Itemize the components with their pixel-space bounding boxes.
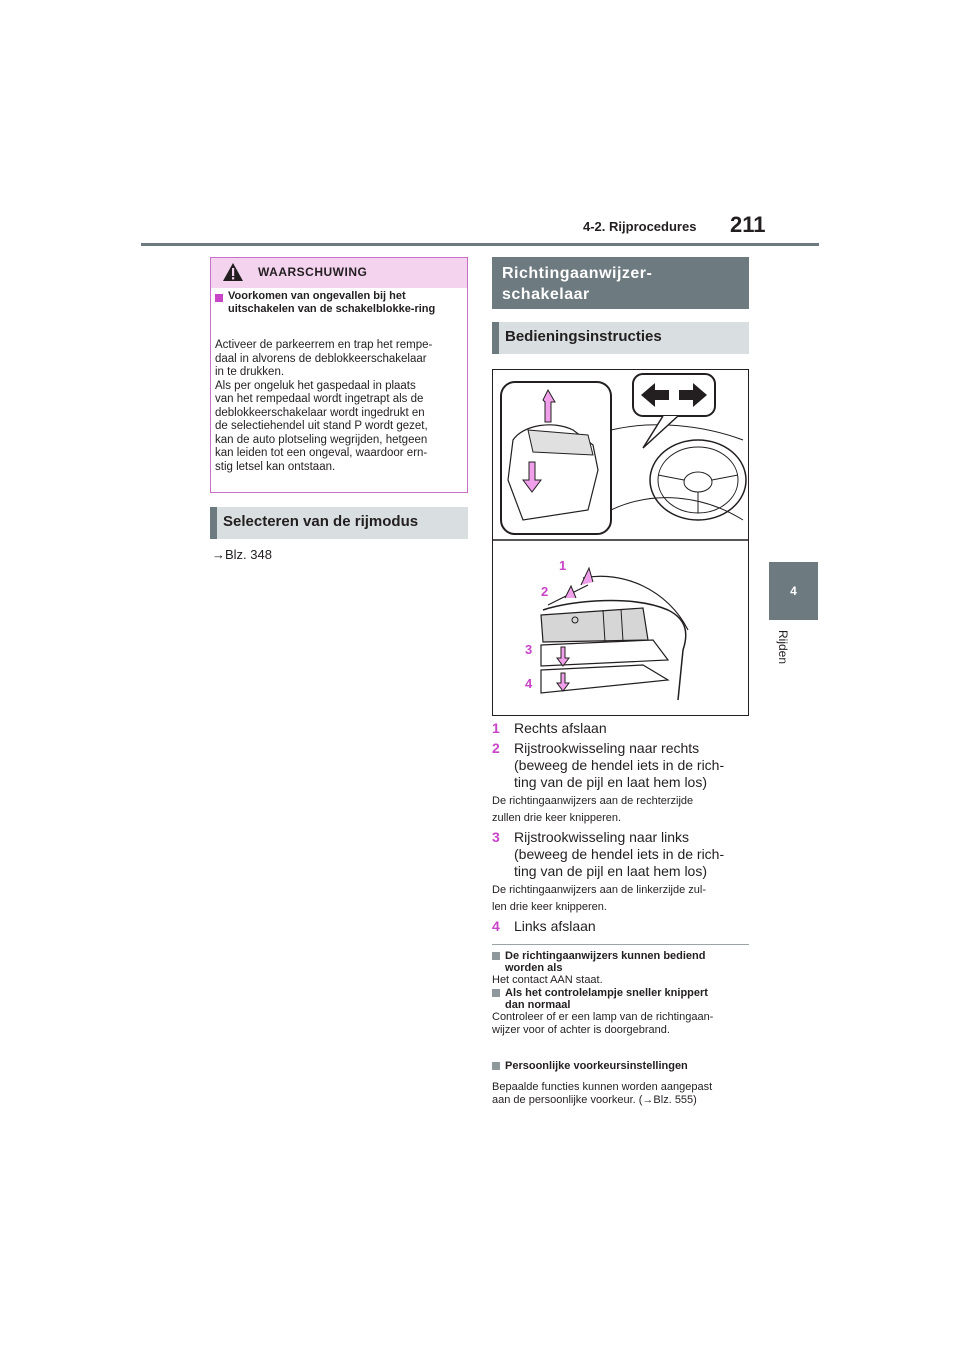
turn-signal-heading: Richtingaanwijzer- schakelaar — [492, 257, 749, 309]
figure-label-2: 2 — [541, 584, 549, 599]
operating-instructions-heading: Bedieningsinstructies — [492, 322, 749, 354]
step-2-note: De richtingaanwijzers aan de rechterzijde zullen drie keer knipperen. — [492, 795, 694, 824]
note-bullet-icon — [492, 1062, 500, 1070]
section-title: 4-2. Rijprocedures — [583, 219, 697, 234]
step-4: 4 Links afslaan — [492, 918, 596, 934]
step-3: 3 Rijstrookwisseling naar links (beweeg de hendel iets in de rich- ting van de pijl en laat hem los) — [492, 829, 725, 879]
figure-label-1: 1 — [559, 558, 567, 573]
note-3-title: Persoonlijke voorkeursinstellingen — [505, 1060, 688, 1072]
page-reference-link[interactable]: →Blz. 348 — [212, 547, 272, 562]
warning-body: Activeer de parkeerrem en trap het rempe- daal in alvorens de deblokkeerschakelaar in te drukken. Als per ongeluk het gaspedaal in plaats van het rempedaal wordt ingetrapt als de deblokkeerschakelaar wordt ingedrukt en de selectiehendel uit stand P wordt gezet, kan de auto plotseling wegrijden, hetgeen kan leiden tot een ongeval, waardoor ern- stig letsel kan ontstaan. — [215, 339, 433, 473]
warning-title: WAARSCHUWING — [258, 265, 368, 279]
header-rule — [141, 243, 819, 246]
warning-triangle-icon — [222, 262, 244, 282]
turn-signal-illustration — [492, 369, 749, 716]
page-number: 211 — [730, 212, 766, 237]
note-bullet-icon — [492, 989, 500, 997]
warning-bullet-icon — [215, 294, 223, 302]
chapter-label: Rijden — [776, 630, 790, 665]
note-1-title: De richtingaanwijzers kunnen bediend worden als — [505, 950, 706, 974]
step-3-note: De richtingaanwijzers aan de linkerzijde zul- len drie keer knipperen. — [492, 884, 706, 913]
note-1-body: Het contact AAN staat. — [492, 974, 603, 986]
note-bullet-icon — [492, 952, 500, 960]
step-1: 1 Rechts afslaan — [492, 720, 607, 736]
notes-divider — [492, 944, 749, 945]
chapter-tab[interactable]: 4 — [769, 562, 818, 620]
note-3-body: Bepaalde functies kunnen worden aangepast aan de persoonlijke voorkeur. (→Blz. 555) — [492, 1081, 713, 1106]
turn-signal-diagram — [493, 370, 748, 715]
step-2: 2 Rijstrookwisseling naar rechts (beweeg de hendel iets in de rich- ting van de pijl en laat hem los) — [492, 740, 725, 790]
figure-label-3: 3 — [525, 642, 533, 657]
figure-label-4: 4 — [525, 676, 533, 691]
note-2-title: Als het controlelampje sneller knippert dan normaal — [505, 987, 708, 1011]
warning-item-title: Voorkomen van ongevallen bij het uitschakelen van de schakelblokke-ring — [228, 290, 436, 315]
drive-mode-heading: Selecteren van de rijmodus — [210, 507, 468, 539]
note-2-body: Controleer of er een lamp van de richtingaan- wijzer voor of achter is doorgebrand. — [492, 1011, 714, 1036]
